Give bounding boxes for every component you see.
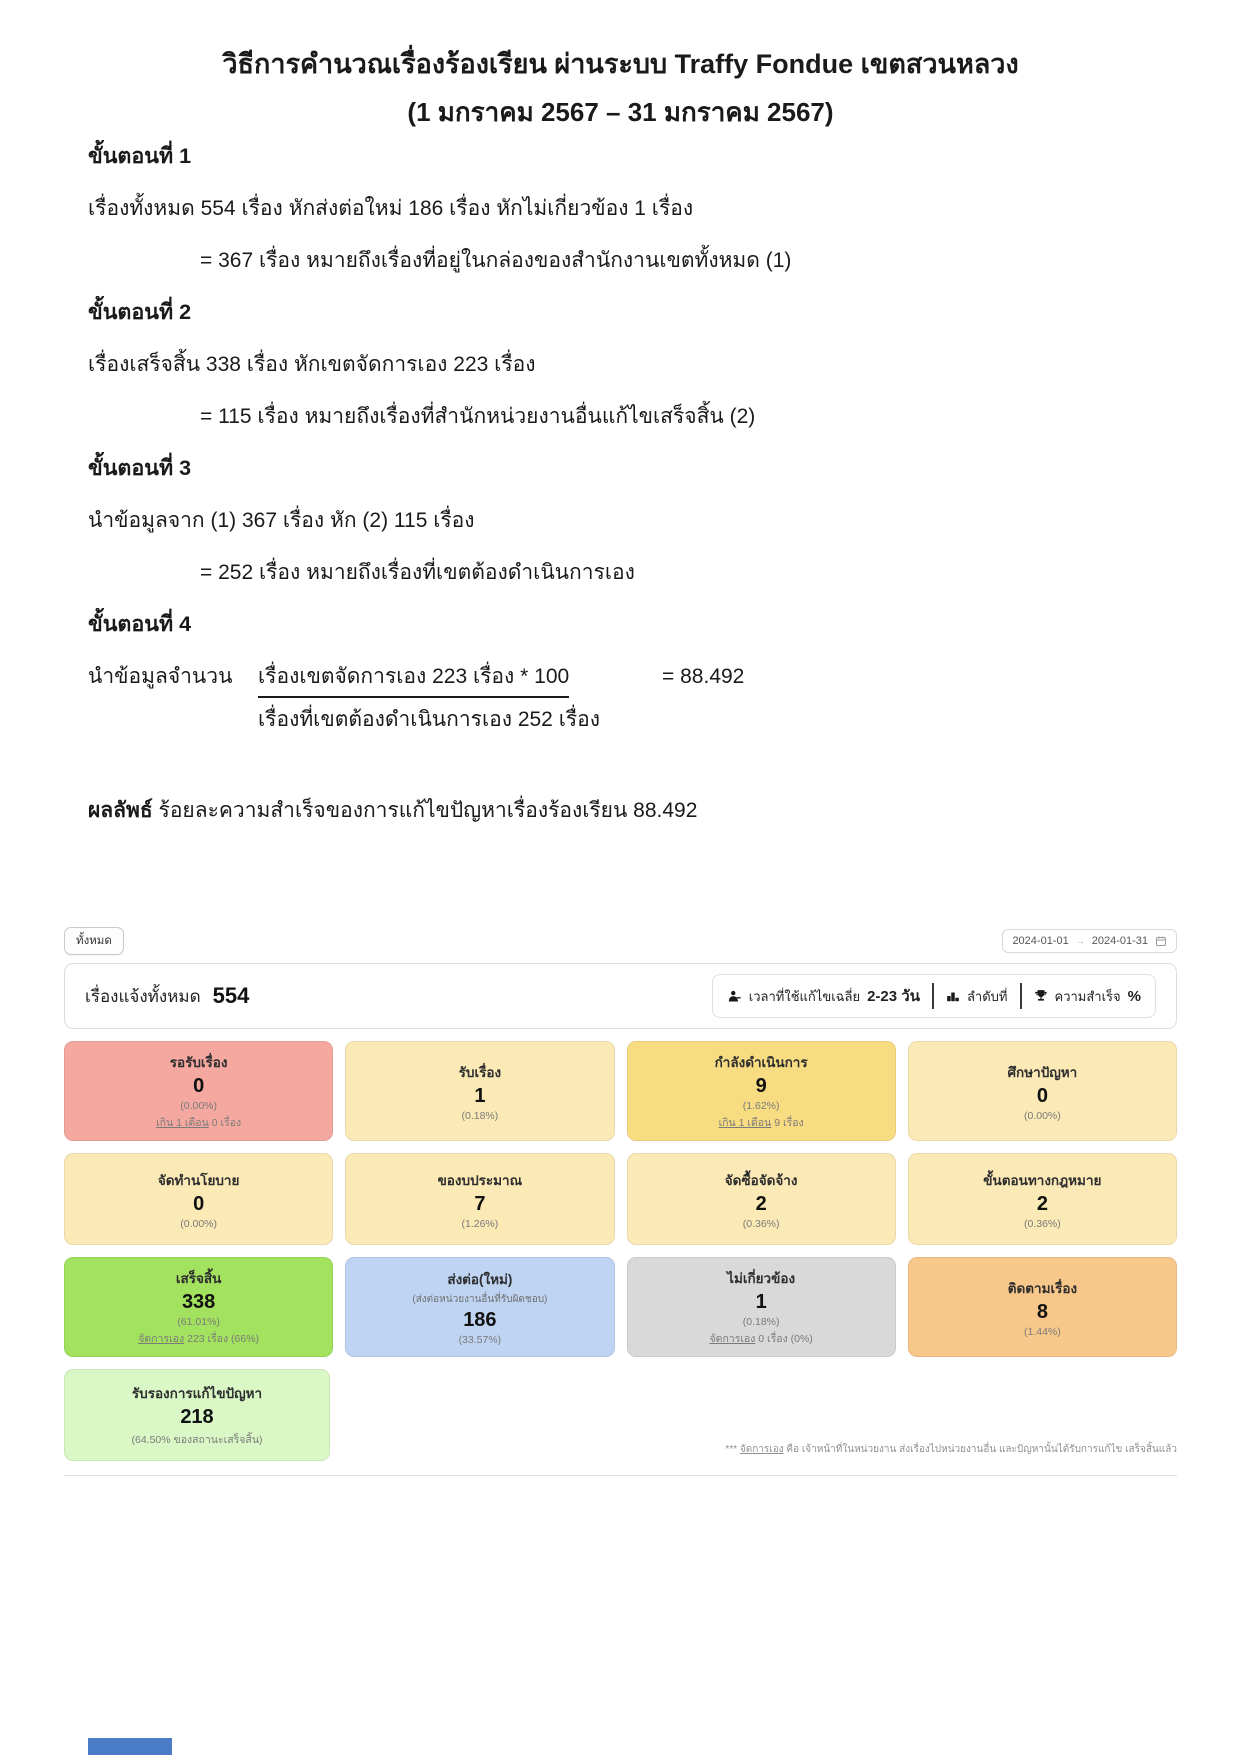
step-1: [88, 140, 1153, 277]
card-title: รับรองการแก้ไขปัญหา: [131, 1386, 263, 1402]
card-note: [156, 1114, 241, 1131]
page-title: วิธีการคำนวณเรื่องร้องเรียน ผ่านระบบ Traffy Fondue เขตสวนหลวง: [222, 49, 1019, 79]
card-value: 2: [755, 1192, 767, 1215]
card-budget-request[interactable]: [345, 1153, 614, 1245]
card-value: 338: [181, 1291, 216, 1314]
card-title: รับเรื่อง: [458, 1064, 502, 1080]
card-finished[interactable]: [64, 1257, 333, 1357]
card-percent: (1.44%): [1023, 1325, 1061, 1338]
formula-fraction: [258, 660, 600, 736]
card-value: 7: [474, 1192, 486, 1215]
card-note-rest: 9 เรื่อง: [771, 1117, 804, 1130]
card-percent: (1.62%): [742, 1100, 780, 1113]
total-reports-value: 554: [212, 983, 250, 1009]
summary-header: [64, 963, 1177, 1029]
step-4-heading: ขั้นตอนที่ 4: [88, 612, 192, 637]
step-1-line-2: = 367 เรื่อง หมายถึงเรื่องที่อยู่ในกล่องของสำนักงานเขตทั้งหมด (1): [200, 249, 792, 273]
card-percent: (0.00%): [180, 1217, 217, 1230]
trophy-icon: [1034, 989, 1048, 1003]
step-2-line-2: = 115 เรื่อง หมายถึงเรื่องที่สำนักหน่วยงานอื่นแก้ไขเสร็จสิ้น (2): [200, 405, 756, 429]
page-subtitle: (1 มกราคม 2567 – 31 มกราคม 2567): [407, 97, 834, 128]
card-percent: (0.36%): [1023, 1217, 1061, 1230]
ranking-icon: [946, 989, 960, 1003]
card-percent: (0.00%): [180, 1100, 217, 1113]
card-value: 0: [193, 1192, 205, 1215]
divider: [1020, 983, 1022, 1009]
footnote: [725, 1442, 1177, 1461]
card-procurement[interactable]: [627, 1153, 896, 1245]
self-managed-link[interactable]: จัดการเอง: [739, 1444, 784, 1456]
card-title: ไม่เกี่ยวข้อง: [727, 1271, 796, 1287]
success-toggle[interactable]: [1034, 986, 1142, 1007]
card-percent: (0.36%): [742, 1217, 780, 1230]
step-2-line-1: เรื่องเสร็จสิ้น 338 เรื่อง หักเขตจัดการเอง 223 เรื่อง: [88, 353, 536, 377]
card-title: กำลังดำเนินการ: [714, 1055, 808, 1071]
footnote-stars: ***: [725, 1444, 740, 1456]
divider: [932, 983, 934, 1009]
overdue-link[interactable]: เกิน 1 เดือน: [156, 1117, 209, 1130]
card-percent: (33.57%): [458, 1334, 502, 1347]
card-waiting[interactable]: [64, 1041, 333, 1141]
avg-fix-time[interactable]: [727, 984, 920, 1008]
card-policy[interactable]: [64, 1153, 333, 1245]
step-3-line-2: = 252 เรื่อง หมายถึงเรื่องที่เขตต้องดำเนินการเอง: [200, 561, 635, 585]
card-value: 218: [180, 1406, 214, 1429]
card-title: ขั้นตอนทางกฎหมาย: [983, 1172, 1102, 1188]
card-note: [138, 1330, 259, 1347]
card-title: ของบประมาณ: [437, 1172, 523, 1188]
step-2: [88, 296, 1153, 433]
card-legal-process[interactable]: [908, 1153, 1177, 1245]
step-1-heading: ขั้นตอนที่ 1: [88, 144, 192, 169]
date-to-value[interactable]: 2024-01-31: [1091, 935, 1148, 948]
card-follow-up[interactable]: [908, 1257, 1177, 1357]
result-text: ร้อยละความสำเร็จของการแก้ไขปัญหาเรื่องร้องเรียน 88.492: [152, 799, 698, 823]
overdue-link[interactable]: เกิน 1 เดือน: [718, 1117, 772, 1130]
calendar-icon[interactable]: [1155, 935, 1167, 947]
card-percent: (61.01%): [177, 1316, 220, 1329]
success-unit: %: [1127, 987, 1141, 1005]
total-reports-label: เรื่องแจ้งทั้งหมด: [85, 986, 201, 1006]
card-percent: (1.26%): [461, 1217, 499, 1230]
formula-numerator: เรื่องเขตจัดการเอง 223 เรื่อง * 100: [258, 660, 569, 698]
card-value: 2: [1036, 1192, 1048, 1215]
card-irrelevant[interactable]: [627, 1257, 896, 1357]
step-4: [88, 608, 1153, 736]
stats-pill: [712, 974, 1156, 1018]
formula-denominator: เรื่องที่เขตต้องดำเนินการเอง 252 เรื่อง: [258, 708, 601, 732]
cropped-blue-element: [88, 1738, 172, 1755]
card-percent: (0.00%): [1023, 1109, 1061, 1122]
card-note: [719, 1114, 804, 1131]
card-percent: (64.50% ของสถานะเสร็จสิ้น): [131, 1434, 263, 1447]
card-subtitle: (ส่งต่อหน่วยงานอื่นที่รับผิดชอบ): [412, 1294, 548, 1306]
self-managed-link[interactable]: จัดการเอง: [709, 1333, 756, 1346]
card-note: [709, 1330, 812, 1347]
card-title: ศึกษาปัญหา: [1007, 1064, 1078, 1080]
card-note-rest: 0 เรื่อง: [208, 1117, 242, 1130]
rank-toggle[interactable]: [946, 986, 1008, 1007]
step-2-heading: ขั้นตอนที่ 2: [88, 300, 192, 325]
success-label: ความสำเร็จ: [1054, 988, 1121, 1004]
card-title: จัดซื้อจัดจ้าง: [724, 1172, 798, 1188]
step-3: [88, 452, 1153, 589]
card-note-rest: 0 เรื่อง (0%): [755, 1333, 813, 1346]
date-range-picker[interactable]: [1002, 929, 1177, 953]
card-title: ส่งต่อ(ใหม่): [447, 1272, 513, 1288]
card-fix-certified[interactable]: [64, 1369, 330, 1461]
filter-all-button[interactable]: ทั้งหมด: [64, 927, 124, 955]
step-3-heading: ขั้นตอนที่ 3: [88, 456, 192, 481]
arrow-right-icon: →: [1075, 936, 1085, 947]
result-label: ผลลัพธ์: [88, 799, 153, 823]
card-value: 8: [1036, 1300, 1048, 1323]
agent-desk-icon: [727, 989, 742, 1004]
formula-result: = 88.492: [662, 665, 745, 689]
card-value: 1: [474, 1084, 486, 1107]
card-study-problem[interactable]: [908, 1041, 1177, 1141]
card-value: 9: [755, 1075, 767, 1098]
card-title: จัดทำนโยบาย: [157, 1172, 240, 1188]
avg-fix-time-label: เวลาที่ใช้แก้ไขเฉลี่ย: [748, 988, 861, 1004]
avg-fix-time-value: 2-23 วัน: [867, 988, 920, 1006]
report-document: [0, 0, 1241, 827]
date-from-value[interactable]: 2024-01-01: [1012, 935, 1069, 948]
step-1-line-1: เรื่องทั้งหมด 554 เรื่อง หักส่งต่อใหม่ 186 เรื่อง หักไม่เกี่ยวข้อง 1 เรื่อง: [88, 197, 694, 221]
self-managed-link[interactable]: จัดการเอง: [138, 1333, 185, 1346]
footnote-text: คือ เจ้าหน้าที่ในหน่วยงาน ส่งเรื่องไปหน่วยงานอื่น และปัญหานั้นได้รับการแก้ไข เสร็จสิ้นแล้ว: [783, 1444, 1177, 1456]
card-received[interactable]: [345, 1041, 614, 1141]
card-in-progress[interactable]: [627, 1041, 896, 1141]
status-card-grid: [64, 1041, 1177, 1357]
result-line: [88, 794, 1153, 827]
card-value: 186: [463, 1309, 497, 1332]
card-title: ติดตามเรื่อง: [1007, 1280, 1078, 1296]
card-title: รอรับเรื่อง: [169, 1055, 228, 1071]
card-title: เสร็จสิ้น: [175, 1271, 222, 1287]
divider: [64, 1475, 1177, 1476]
card-value: 0: [193, 1075, 205, 1098]
card-value: 1: [755, 1291, 767, 1314]
step-4-label: นำข้อมูลจำนวน: [88, 665, 233, 689]
step-3-line-1: นำข้อมูลจาก (1) 367 เรื่อง หัก (2) 115 เรื่อง: [88, 509, 475, 533]
card-percent: (0.18%): [461, 1109, 499, 1122]
card-note-rest: 223 เรื่อง (66%): [184, 1333, 260, 1346]
card-value: 0: [1036, 1084, 1048, 1107]
rank-label: ลำดับที่: [966, 988, 1008, 1004]
traffy-dashboard: [64, 927, 1177, 1476]
card-percent: (0.18%): [742, 1316, 780, 1329]
card-forwarded[interactable]: [345, 1257, 614, 1357]
